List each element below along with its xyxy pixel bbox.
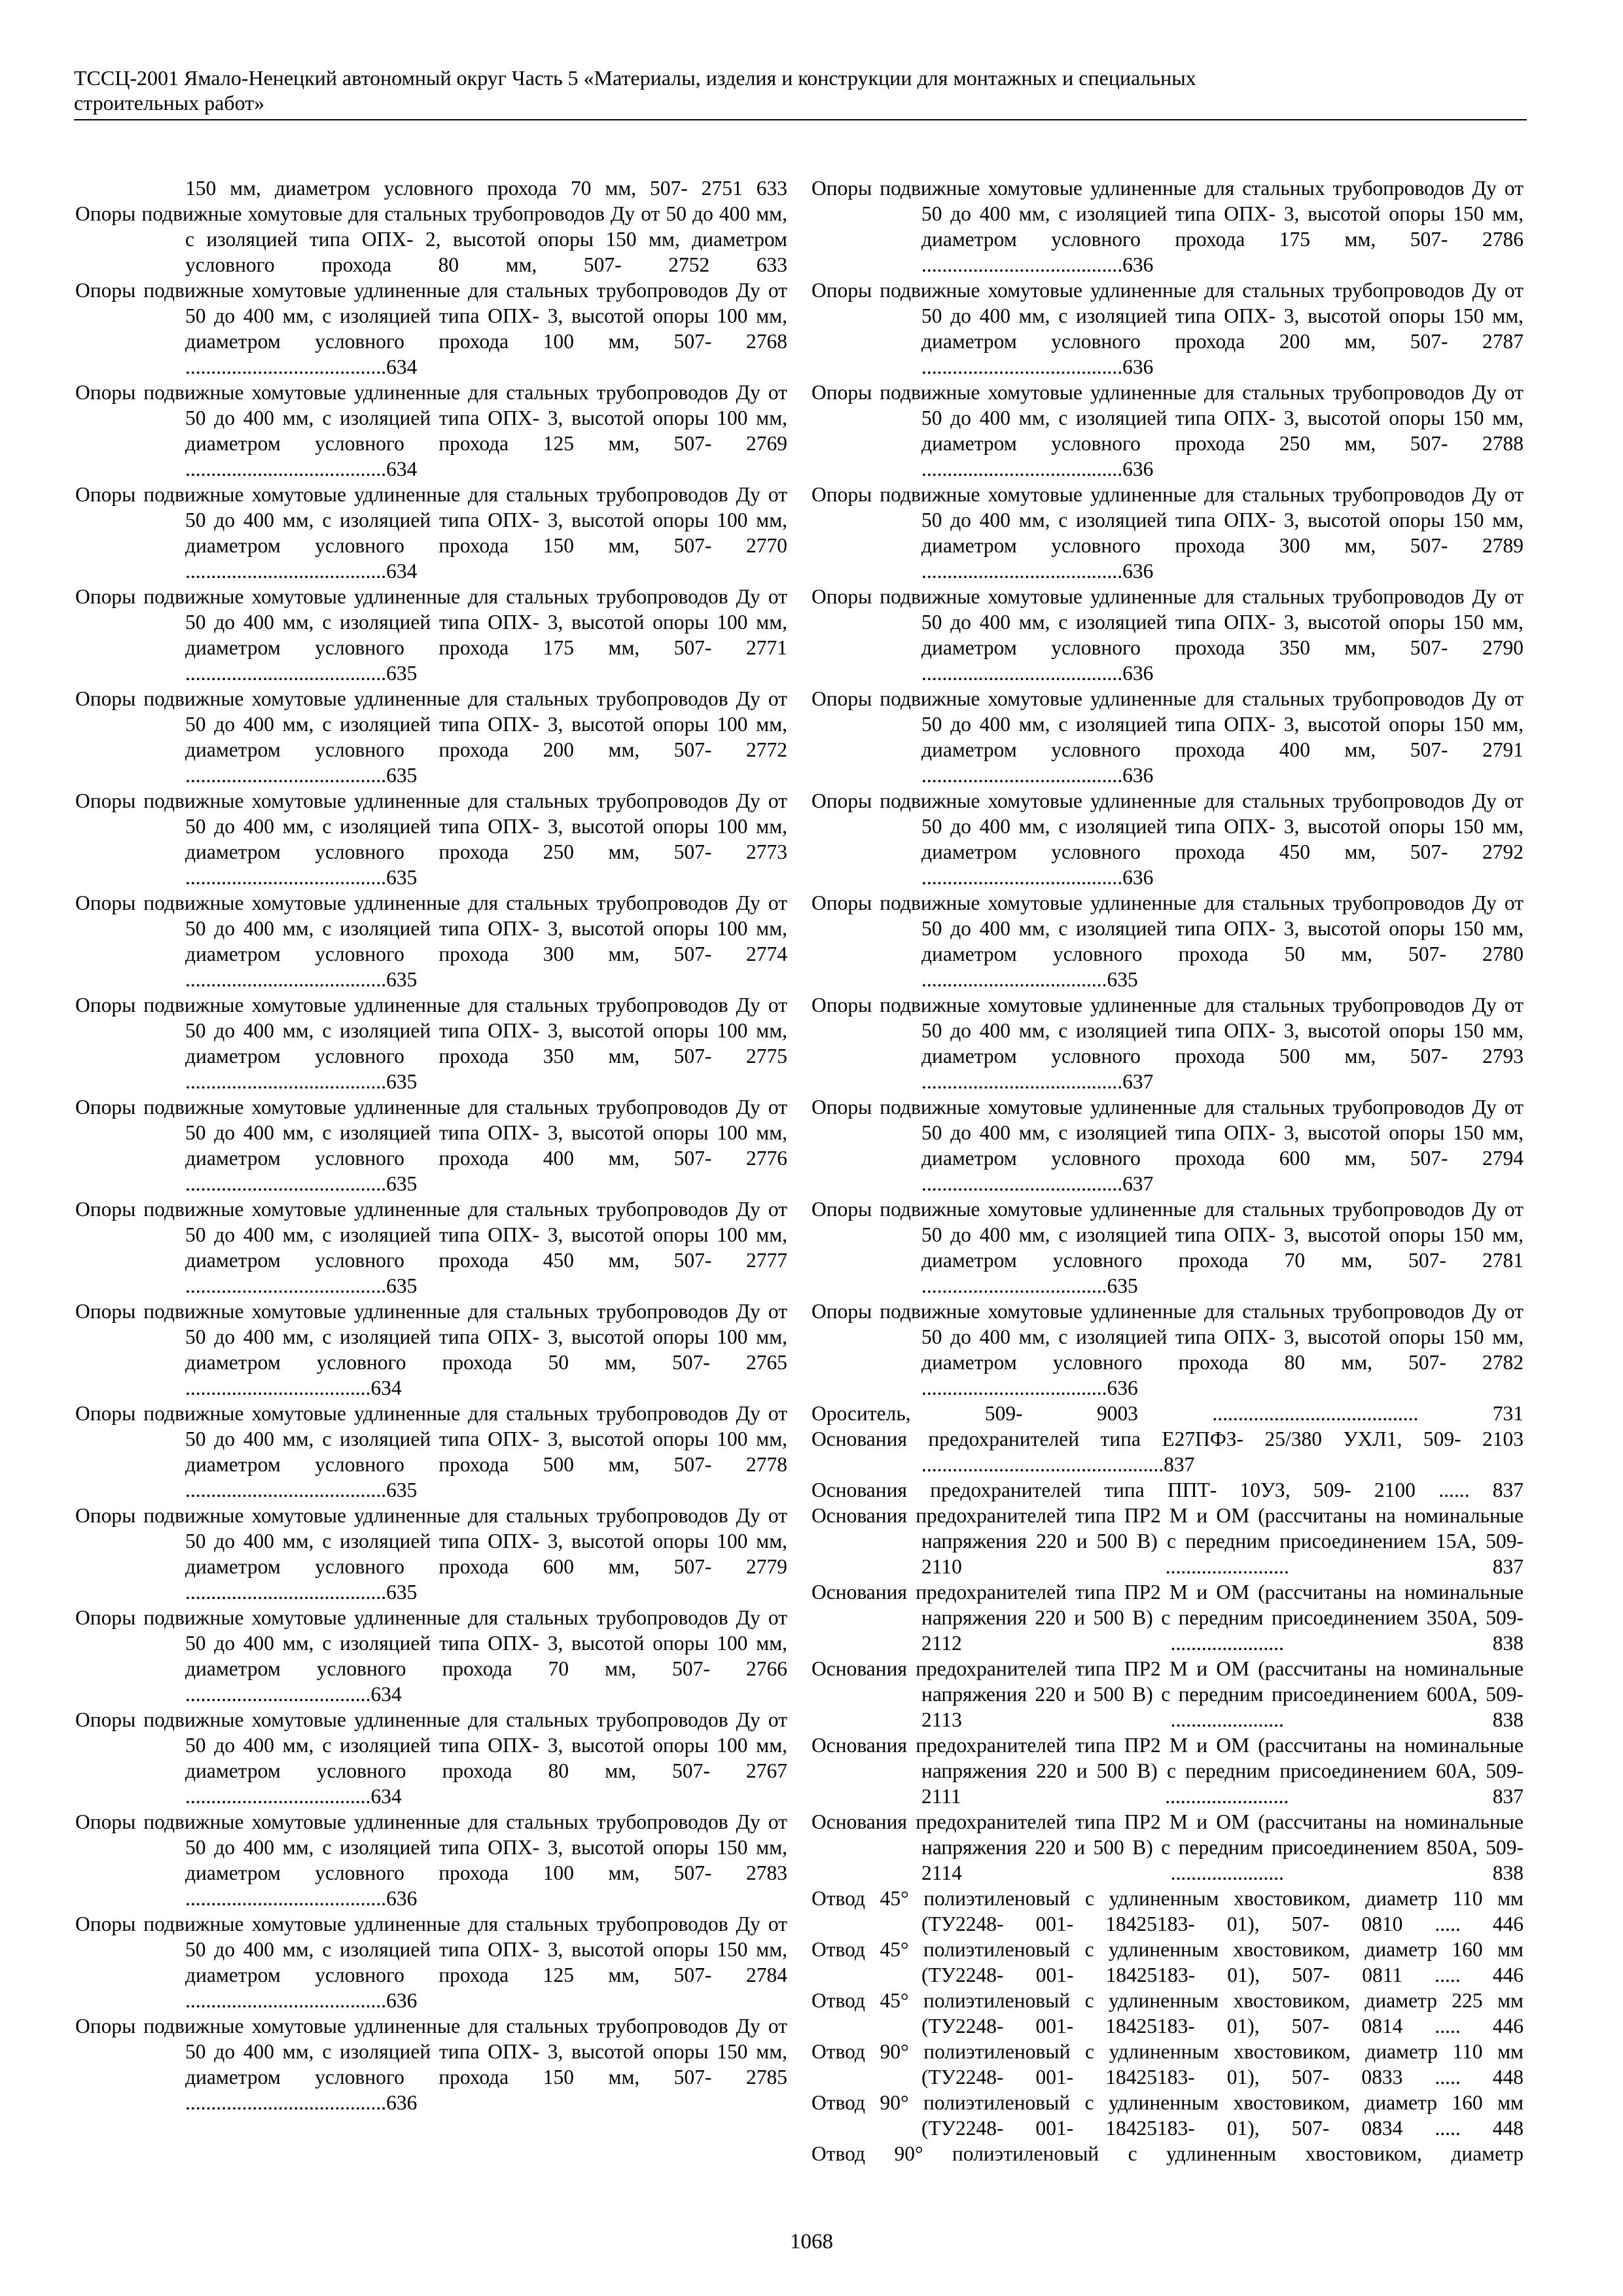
index-entry: Основания предохранителей типа ПР2 М и ОМ (рассчитаны на номинальные напряжения 220 и 500 В) с передним присоединением 60А, 509- 2111 ........................ 837 bbox=[812, 1734, 1524, 1808]
index-entry: Опоры подвижные хомутовые удлиненные для стальных трубопроводов Ду от 50 до 400 мм, с изоляцией типа ОПХ- 3, высотой опоры 150 мм, диаметром условного прохода 500 мм, 507- 2793 .......................................637 bbox=[812, 994, 1524, 1093]
index-entry: Опоры подвижные хомутовые удлиненные для стальных трубопроводов Ду от 50 до 400 мм, с изоляцией типа ОПХ- 3, высотой опоры 150 мм, диаметром условного прохода 450 мм, 507- 2792 .......................................636 bbox=[812, 789, 1524, 889]
index-entry: Опоры подвижные хомутовые удлиненные для стальных трубопроводов Ду от 50 до 400 мм, с изоляцией типа ОПХ- 3, высотой опоры 100 мм, диаметром условного прохода 600 мм, 507- 2779 .......................................635 bbox=[75, 1504, 787, 1604]
index-entry: Опоры подвижные хомутовые удлиненные для стальных трубопроводов Ду от 50 до 400 мм, с изоляцией типа ОПХ- 3, высотой опоры 150 мм, диаметром условного прохода 400 мм, 507- 2791 .......................................636 bbox=[812, 687, 1524, 787]
index-entry: Опоры подвижные хомутовые удлиненные для стальных трубопроводов Ду от 50 до 400 мм, с изоляцией типа ОПХ- 3, высотой опоры 150 мм, диаметром условного прохода 175 мм, 507- 2786 .......................................636 bbox=[812, 177, 1524, 276]
index-entry: Опоры подвижные хомутовые удлиненные для стальных трубопроводов Ду от 50 до 400 мм, с изоляцией типа ОПХ- 3, высотой опоры 150 мм, диаметром условного прохода 150 мм, 507- 2785 .......................................636 bbox=[75, 2015, 787, 2114]
index-entry: Основания предохранителей типа ПР2 М и ОМ (рассчитаны на номинальные напряжения 220 и 500 В) с передним присоединением 850А, 509- 2114 ...................... 838 bbox=[812, 1810, 1524, 1884]
index-entry: Опоры подвижные хомутовые удлиненные для стальных трубопроводов Ду от 50 до 400 мм, с изоляцией типа ОПХ- 3, высотой опоры 100 мм, диаметром условного прохода 400 мм, 507- 2776 .......................................635 bbox=[75, 1096, 787, 1195]
index-entry: Опоры подвижные хомутовые удлиненные для стальных трубопроводов Ду от 50 до 400 мм, с изоляцией типа ОПХ- 3, высотой опоры 100 мм, диаметром условного прохода 100 мм, 507- 2768 .......................................634 bbox=[75, 279, 787, 378]
header-line-2: строительных работ» bbox=[74, 91, 265, 115]
page-number: 1068 bbox=[790, 2230, 833, 2253]
index-entry: Опоры подвижные хомутовые удлиненные для стальных трубопроводов Ду от 50 до 400 мм, с изоляцией типа ОПХ- 3, высотой опоры 100 мм, диаметром условного прохода 50 мм, 507- 2765 ....................................634 bbox=[75, 1300, 787, 1399]
index-entry: Опоры подвижные хомутовые удлиненные для стальных трубопроводов Ду от 50 до 400 мм, с изоляцией типа ОПХ- 3, высотой опоры 150 мм, диаметром условного прохода 70 мм, 507- 2781 ....................................635 bbox=[812, 1198, 1524, 1297]
index-entry: Опоры подвижные хомутовые удлиненные для стальных трубопроводов Ду от 50 до 400 мм, с изоляцией типа ОПХ- 3, высотой опоры 100 мм, диаметром условного прохода 80 мм, 507- 2767 ....................................634 bbox=[75, 1708, 787, 1808]
header-line-1: ТССЦ-2001 Ямало-Ненецкий автономный округ Часть 5 «Материалы, изделия и конструкции для монтажных и специальных bbox=[74, 66, 1196, 90]
index-entry: Опоры подвижные хомутовые удлиненные для стальных трубопроводов Ду от 50 до 400 мм, с изоляцией типа ОПХ- 3, высотой опоры 100 мм, диаметром условного прохода 500 мм, 507- 2778 .......................................635 bbox=[75, 1402, 787, 1501]
index-entry: Отвод 90° полиэтиленовый с удлиненным хвостовиком, диаметр 160 мм (ТУ2248- 001- 18425183- 01), 507- 0834 ..... 448 bbox=[812, 2091, 1524, 2140]
index-entry: Опоры подвижные хомутовые удлиненные для стальных трубопроводов Ду от 50 до 400 мм, с изоляцией типа ОПХ- 3, высотой опоры 150 мм, диаметром условного прохода 100 мм, 507- 2783 .......................................636 bbox=[75, 1810, 787, 1910]
index-entry: Основания предохранителей типа Е27ПФЗ- 25/380 УХЛ1, 509- 2103 ...............................................837 bbox=[812, 1427, 1524, 1476]
index-entry: Основания предохранителей типа ПР2 М и ОМ (рассчитаны на номинальные напряжения 220 и 500 В) с передним присоединением 600А, 509- 2113 ...................... 838 bbox=[812, 1657, 1524, 1731]
index-column-left bbox=[75, 175, 787, 2115]
index-entry: Опоры подвижные хомутовые удлиненные для стальных трубопроводов Ду от 50 до 400 мм, с изоляцией типа ОПХ- 3, высотой опоры 100 мм, диаметром условного прохода 450 мм, 507- 2777 .......................................635 bbox=[75, 1198, 787, 1297]
index-entry: Опоры подвижные хомутовые удлиненные для стальных трубопроводов Ду от 50 до 400 мм, с изоляцией типа ОПХ- 3, высотой опоры 150 мм, диаметром условного прохода 50 мм, 507- 2780 ....................................635 bbox=[812, 891, 1524, 991]
index-entry: Основания предохранителей типа ППТ- 10УЗ, 509- 2100 ...... 837 bbox=[812, 1479, 1524, 1501]
page-header bbox=[74, 65, 1527, 120]
index-entry: Опоры подвижные хомутовые удлиненные для стальных трубопроводов Ду от 50 до 400 мм, с изоляцией типа ОПХ- 3, высотой опоры 100 мм, диаметром условного прохода 250 мм, 507- 2773 .......................................635 bbox=[75, 789, 787, 889]
index-column-right bbox=[812, 175, 1524, 2166]
index-entry: Опоры подвижные хомутовые удлиненные для стальных трубопроводов Ду от 50 до 400 мм, с изоляцией типа ОПХ- 3, высотой опоры 100 мм, диаметром условного прохода 350 мм, 507- 2775 .......................................635 bbox=[75, 994, 787, 1093]
index-entry: Отвод 90° полиэтиленовый с удлиненным хвостовиком, диаметр 110 мм (ТУ2248- 001- 18425183- 01), 507- 0833 ..... 448 bbox=[812, 2040, 1524, 2089]
index-entry: Ороситель, 509- 9003 ........................................ 731 bbox=[812, 1402, 1524, 1425]
index-entry: Опоры подвижные хомутовые удлиненные для стальных трубопроводов Ду от 50 до 400 мм, с изоляцией типа ОПХ- 3, высотой опоры 100 мм, диаметром условного прохода 300 мм, 507- 2774 .......................................635 bbox=[75, 891, 787, 991]
index-entry: Отвод 45° полиэтиленовый с удлиненным хвостовиком, диаметр 110 мм (ТУ2248- 001- 18425183- 01), 507- 0810 ..... 446 bbox=[812, 1887, 1524, 1935]
index-entry: Опоры подвижные хомутовые удлиненные для стальных трубопроводов Ду от 50 до 400 мм, с изоляцией типа ОПХ- 3, высотой опоры 150 мм, диаметром условного прохода 300 мм, 507- 2789 .......................................636 bbox=[812, 483, 1524, 583]
index-entry: Опоры подвижные хомутовые удлиненные для стальных трубопроводов Ду от 50 до 400 мм, с изоляцией типа ОПХ- 3, высотой опоры 150 мм, диаметром условного прохода 350 мм, 507- 2790 .......................................636 bbox=[812, 585, 1524, 685]
index-entry: Опоры подвижные хомутовые для стальных трубопроводов Ду от 50 до 400 мм, с изоляцией типа ОПХ- 2, высотой опоры 150 мм, диаметром условного прохода 80 мм, 507- 2752 633 bbox=[75, 202, 787, 276]
index-entry: Опоры подвижные хомутовые удлиненные для стальных трубопроводов Ду от 50 до 400 мм, с изоляцией типа ОПХ- 3, высотой опоры 100 мм, диаметром условного прохода 150 мм, 507- 2770 .......................................634 bbox=[75, 483, 787, 583]
index-entry: Опоры подвижные хомутовые удлиненные для стальных трубопроводов Ду от 50 до 400 мм, с изоляцией типа ОПХ- 3, высотой опоры 100 мм, диаметром условного прохода 70 мм, 507- 2766 ....................................634 bbox=[75, 1606, 787, 1706]
index-entry: Опоры подвижные хомутовые удлиненные для стальных трубопроводов Ду от 50 до 400 мм, с изоляцией типа ОПХ- 3, высотой опоры 100 мм, диаметром условного прохода 200 мм, 507- 2772 .......................................635 bbox=[75, 687, 787, 787]
index-entry: Опоры подвижные хомутовые удлиненные для стальных трубопроводов Ду от 50 до 400 мм, с изоляцией типа ОПХ- 3, высотой опоры 150 мм, диаметром условного прохода 250 мм, 507- 2788 .......................................636 bbox=[812, 381, 1524, 480]
index-entry: Опоры подвижные хомутовые удлиненные для стальных трубопроводов Ду от 50 до 400 мм, с изоляцией типа ОПХ- 3, высотой опоры 150 мм, диаметром условного прохода 200 мм, 507- 2787 .......................................636 bbox=[812, 279, 1524, 378]
index-entry: Опоры подвижные хомутовые удлиненные для стальных трубопроводов Ду от 50 до 400 мм, с изоляцией типа ОПХ- 3, высотой опоры 150 мм, диаметром условного прохода 80 мм, 507- 2782 ....................................636 bbox=[812, 1300, 1524, 1399]
index-entry: Основания предохранителей типа ПР2 М и ОМ (рассчитаны на номинальные напряжения 220 и 500 В) с передним присоединением 15А, 509- 2110 ........................ 837 bbox=[812, 1504, 1524, 1578]
index-entry: Опоры подвижные хомутовые удлиненные для стальных трубопроводов Ду от 50 до 400 мм, с изоляцией типа ОПХ- 3, высотой опоры 150 мм, диаметром условного прохода 125 мм, 507- 2784 .......................................636 bbox=[75, 1912, 787, 2012]
index-entry: Отвод 90° полиэтиленовый с удлиненным хвостовиком, диаметр bbox=[812, 2142, 1524, 2165]
index-entry: Опоры подвижные хомутовые удлиненные для стальных трубопроводов Ду от 50 до 400 мм, с изоляцией типа ОПХ- 3, высотой опоры 150 мм, диаметром условного прохода 600 мм, 507- 2794 .......................................637 bbox=[812, 1096, 1524, 1195]
index-entry: Опоры подвижные хомутовые удлиненные для стальных трубопроводов Ду от 50 до 400 мм, с изоляцией типа ОПХ- 3, высотой опоры 100 мм, диаметром условного прохода 125 мм, 507- 2769 .......................................634 bbox=[75, 381, 787, 480]
index-entry: Опоры подвижные хомутовые удлиненные для стальных трубопроводов Ду от 50 до 400 мм, с изоляцией типа ОПХ- 3, высотой опоры 100 мм, диаметром условного прохода 175 мм, 507- 2771 .......................................635 bbox=[75, 585, 787, 685]
index-entry: Отвод 45° полиэтиленовый с удлиненным хвостовиком, диаметр 160 мм (ТУ2248- 001- 18425183- 01), 507- 0811 ..... 446 bbox=[812, 1938, 1524, 1986]
index-entry: Основания предохранителей типа ПР2 М и ОМ (рассчитаны на номинальные напряжения 220 и 500 В) с передним присоединением 350А, 509- 2112 ...................... 838 bbox=[812, 1581, 1524, 1655]
index-entry: Отвод 45° полиэтиленовый с удлиненным хвостовиком, диаметр 225 мм (ТУ2248- 001- 18425183- 01), 507- 0814 ..... 446 bbox=[812, 1989, 1524, 2037]
index-entry: 150 мм, диаметром условного прохода 70 мм, 507- 2751 633 bbox=[185, 177, 787, 200]
